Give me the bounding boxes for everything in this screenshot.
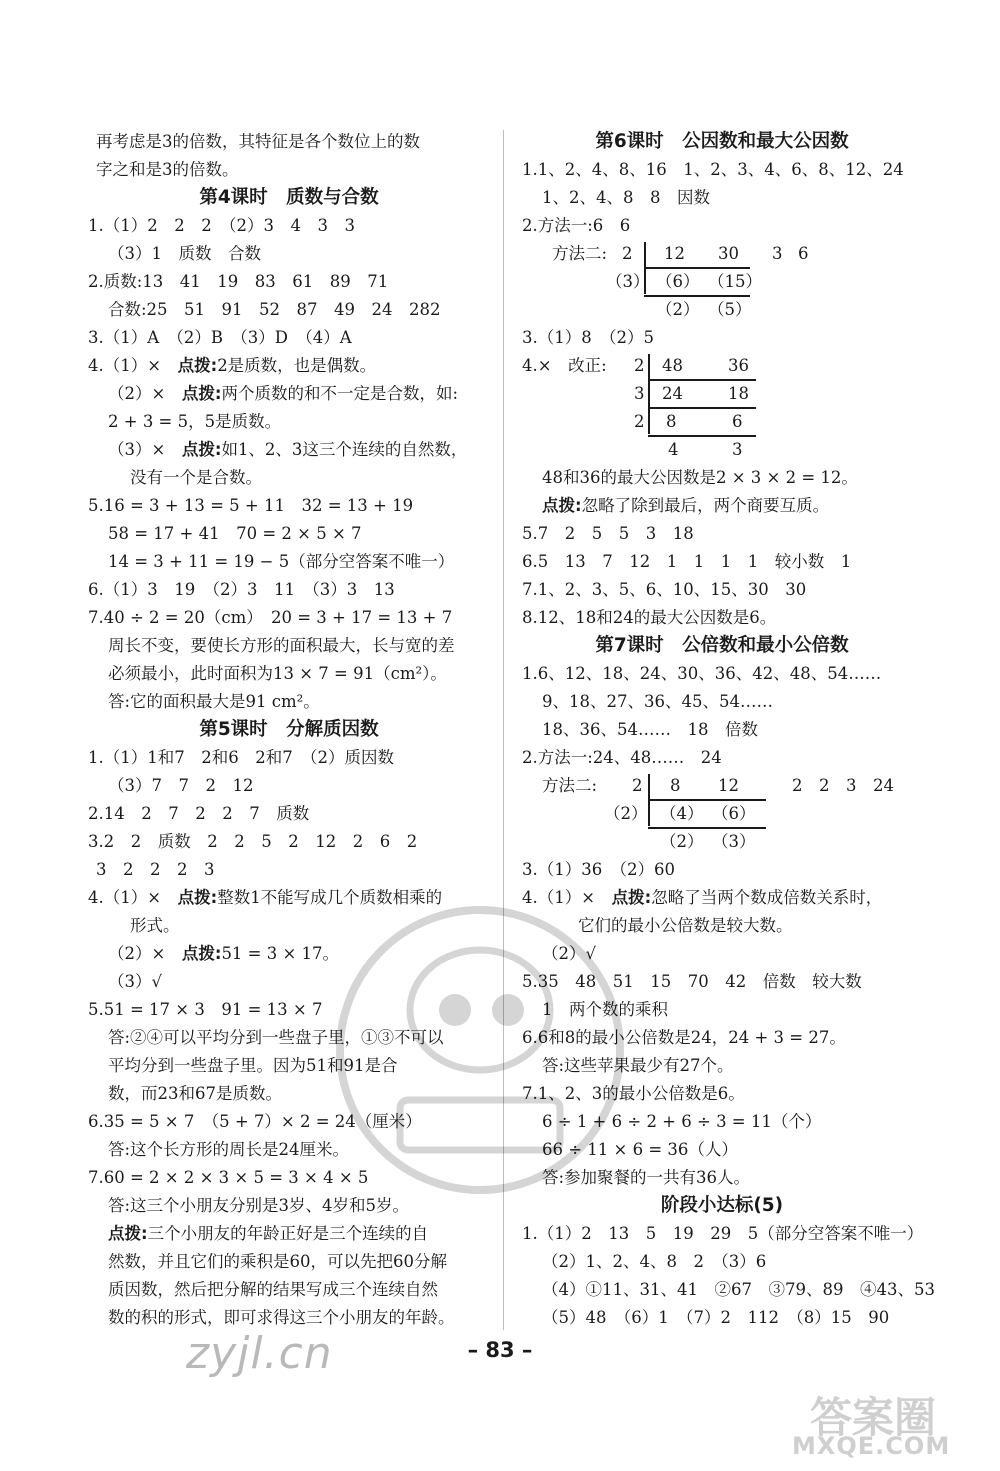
answer-line: 3.2 2 质数 2 2 5 2 12 2 6 2 — [88, 832, 418, 851]
answer-line: 2.方法一:24、48…… 24 — [522, 748, 722, 767]
answer-line: 答:这三个小朋友分别是3岁、4岁和5岁。 — [108, 1196, 410, 1215]
ladder-divisor: 3 — [634, 384, 645, 403]
answer-line: （2）× 点拨:两个质数的和不一定是合数，如: — [108, 384, 458, 403]
answer-line: 1.（1）2 13 5 19 29 5（部分空答案不唯一） — [522, 1224, 924, 1243]
ladder-cell: （6） — [656, 272, 700, 291]
ladder-cell: 48 — [662, 356, 683, 375]
answer-line: （3）1 质数 合数 — [108, 244, 261, 263]
answer-line: 1.（1）2 2 2 （2）3 4 3 3 — [88, 216, 355, 235]
answer-line: 3.（1）8 （2）5 — [522, 328, 654, 347]
answer-line: 5.16 = 3 + 13 = 5 + 11 32 = 13 + 19 — [88, 496, 414, 515]
ladder-cell: 18 — [728, 384, 749, 403]
answer-line: 答:它的面积最大是91 cm²。 — [108, 692, 320, 711]
answer-line: 2 + 3 = 5，5是质数。 — [108, 412, 282, 431]
answer-line: 5.51 = 17 × 3 91 = 13 × 7 — [88, 1000, 323, 1019]
answer-line: 9、18、27、36、45、54…… — [542, 692, 773, 711]
section-title-lesson-7: 第7课时 公倍数和最小公倍数 — [595, 635, 849, 656]
answer-line: 3.（1）36 （2）60 — [522, 860, 675, 879]
answer-line: 4.（1）× 点拨:忽略了当两个数成倍数关系时， — [522, 888, 883, 907]
answer-line: 7.60 = 2 × 2 × 3 × 5 = 3 × 4 × 5 — [88, 1168, 369, 1187]
tip-label: 点拨: — [181, 384, 222, 403]
ladder-cell: （2） — [656, 300, 700, 319]
ladder-cell: （3） — [712, 832, 756, 851]
answer-line: 3 2 2 2 3 — [96, 860, 215, 879]
answer-line: （3）7 7 2 12 — [108, 776, 254, 795]
section-title-stage-test: 阶段小达标(5) — [660, 1195, 784, 1216]
answer-line: 66 ÷ 11 × 6 = 36（人） — [542, 1140, 738, 1159]
answer-line: 2.14 2 7 2 2 7 质数 — [88, 804, 310, 823]
answer-line: 数，而23和67是质数。 — [108, 1084, 282, 1103]
tip-label: 点拨: — [108, 1224, 148, 1243]
answer-line: 答:②④可以平均分到一些盘子里，①③不可以 — [108, 1028, 444, 1047]
mascot-watermark-icon — [330, 900, 630, 1200]
answer-line: 14 = 3 + 11 = 19 − 5（部分空答案不唯一） — [108, 552, 455, 571]
answer-line: 7.1、2、3、5、6、10、15、30 30 — [522, 580, 807, 599]
answer-line: 6.6和8的最小公倍数是24，24 + 3 = 27。 — [522, 1028, 846, 1047]
ladder-divisor: 2 — [622, 244, 633, 263]
answer-line: 点拨:三个小朋友的年龄正好是三个连续的自 — [108, 1224, 429, 1243]
ladder-cell: （6） — [712, 804, 756, 823]
answer-line: 6.35 = 5 × 7 （5 + 7）× 2 = 24（厘米） — [88, 1112, 422, 1131]
ladder-cell: （4） — [660, 804, 704, 823]
answer-line: 数的积的形式，即可求得这三个小朋友的年龄。 — [108, 1308, 455, 1327]
division-ladder-lcm — [522, 772, 922, 856]
tip-label: 点拨: — [542, 496, 582, 515]
answer-line: 必须最小，此时面积为13 × 7 = 91（cm²）。 — [108, 664, 447, 683]
answer-line: 48和36的最大公因数是2 × 3 × 2 = 12。 — [542, 468, 858, 487]
answer-line: 答:参加聚餐的一共有36人。 — [542, 1168, 751, 1187]
ladder-divisor: 2 — [634, 356, 645, 375]
answer-line: 答:这些苹果最少有27个。 — [542, 1056, 734, 1075]
answer-line: 1.1、2、4、8、16 1、2、3、4、6、8、12、24 — [522, 160, 904, 179]
answer-line: （2）√ — [542, 944, 597, 963]
ladder-cell: 36 — [728, 356, 749, 375]
answer-line: 没有一个是合数。 — [130, 468, 262, 487]
section-title-lesson-5: 第5课时 分解质因数 — [199, 719, 379, 740]
section-title-lesson-4: 第4课时 质数与合数 — [199, 187, 379, 208]
answer-line: （5）48 （6）1 （7）2 112 （8）15 90 — [542, 1308, 890, 1327]
answer-line: 18、36、54…… 18 倍数 — [542, 720, 758, 739]
ladder-cell: 12 — [718, 776, 739, 795]
answer-line: 6 ÷ 1 + 6 ÷ 2 + 6 ÷ 3 = 11（个） — [542, 1112, 822, 1131]
answer-line: 1 两个数的乘积 — [542, 1000, 668, 1019]
tip-label: 点拨: — [177, 356, 218, 375]
answer-line: 质因数，然后把分解的结果写成三个连续自然 — [108, 1280, 438, 1299]
answer-line: 平均分到一些盘子里。因为51和91是合 — [108, 1056, 398, 1075]
answer-line: 7.1、2、3的最小公倍数是6。 — [522, 1084, 745, 1103]
ladder-bar — [648, 354, 650, 434]
answer-line: 3.（1）A （2）B （3）D （4）A — [88, 328, 352, 347]
intro-line: 字之和是3的倍数。 — [96, 160, 239, 179]
answer-line: （4）①11、31、41 ②67 ③79、89 ④43、53 — [542, 1280, 935, 1299]
ladder-label: 方法二: — [542, 776, 598, 795]
tip-label: 点拨: — [181, 440, 222, 459]
answer-line: 8.12、18和24的最大公因数是6。 — [522, 608, 777, 627]
answer-line: 1.6、12、18、24、30、36、42、48、54…… — [522, 664, 882, 683]
tip-label: 点拨: — [177, 888, 218, 907]
answer-line: 然数，并且它们的乘积是60，可以先把60分解 — [108, 1252, 447, 1271]
answer-line: 合数:25 51 91 52 87 49 24 282 — [108, 300, 441, 319]
answer-line: 58 = 17 + 41 70 = 2 × 5 × 7 — [108, 524, 362, 543]
answer-line: 6.5 13 7 12 1 1 1 1 较小数 1 — [522, 552, 852, 571]
ladder-cell: 30 — [718, 244, 739, 263]
ladder-cell: 12 — [664, 244, 685, 263]
page-number: – 83 – — [467, 1338, 533, 1362]
division-ladder-gcd-correction — [522, 352, 922, 464]
ladder-result: 3 — [772, 244, 783, 263]
ladder-divisor: （3） — [606, 272, 650, 291]
ladder-cell: （15） — [708, 272, 762, 291]
answer-line: 点拨:忽略了除到最后，两个商要互质。 — [542, 496, 830, 515]
answer-line: （3）× 点拨:如1、2、3这三个连续的自然数， — [108, 440, 468, 459]
ladder-label: 4.× 改正: — [522, 356, 607, 375]
answer-line: （3）√ — [108, 972, 163, 991]
answer-line: 2.质数:13 41 19 83 61 89 71 — [88, 272, 389, 291]
intro-line: 再考虑是3的倍数，其特征是各个数位上的数 — [96, 132, 420, 151]
ladder-cell: 4 — [668, 440, 679, 459]
watermark-corner-url: MXQE.COM — [792, 1432, 951, 1460]
tip-label: 点拨: — [611, 888, 652, 907]
ladder-label: 方法二: — [552, 244, 608, 263]
answer-line: （2）1、2、4、8 2 （3）6 — [542, 1252, 767, 1271]
ladder-cell: 8 — [666, 412, 677, 431]
ladder-divisor: （2） — [604, 804, 648, 823]
answer-line: （2）× 点拨:51 = 3 × 17。 — [108, 944, 340, 963]
ladder-cell: （2） — [660, 832, 704, 851]
answer-line: 1.（1）1和7 2和6 2和7 （2）质因数 — [88, 748, 394, 767]
answer-line: 4.（1）× 点拨:2是质数，也是偶数。 — [88, 356, 377, 375]
answer-line: 它们的最小公倍数是较大数。 — [578, 916, 793, 935]
answer-line: 答:这个长方形的周长是24厘米。 — [108, 1140, 350, 1159]
answer-line: 6.（1）3 19 （2）3 11 （3）3 13 — [88, 580, 395, 599]
ladder-cell: 6 — [732, 412, 743, 431]
ladder-cell: （5） — [708, 300, 752, 319]
watermark-corner-logo: 答案圈 — [810, 1393, 937, 1442]
answer-line: 4.（1）× 点拨:整数1不能写成几个质数相乘的 — [88, 888, 443, 907]
answer-line: 周长不变，要使长方形的面积最大，长与宽的差 — [108, 636, 455, 655]
section-title-lesson-6: 第6课时 公因数和最大公因数 — [595, 131, 849, 152]
division-ladder-gcd — [522, 240, 922, 324]
ladder-result: 2 2 3 24 — [792, 776, 894, 795]
ladder-cell: 8 — [670, 776, 681, 795]
ladder-cell: 24 — [662, 384, 683, 403]
answer-line: 2.方法一:6 6 — [522, 216, 631, 235]
ladder-divisor: 2 — [634, 412, 645, 431]
ladder-divisor: 2 — [632, 776, 643, 795]
ladder-cell: 3 — [732, 440, 743, 459]
tip-label: 点拨: — [181, 944, 222, 963]
ladder-result: 6 — [798, 244, 809, 263]
answer-line: 7.40 ÷ 2 = 20（cm） 20 = 3 + 17 = 13 + 7 — [88, 608, 453, 627]
answer-line: 5.35 48 51 15 70 42 倍数 较大数 — [522, 972, 862, 991]
watermark-site-logo: zyjl.cn — [186, 1328, 333, 1379]
answer-line: 形式。 — [130, 916, 180, 935]
answer-line: 5.7 2 5 5 3 18 — [522, 524, 694, 543]
answer-line: 1、2、4、8 8 因数 — [542, 188, 710, 207]
